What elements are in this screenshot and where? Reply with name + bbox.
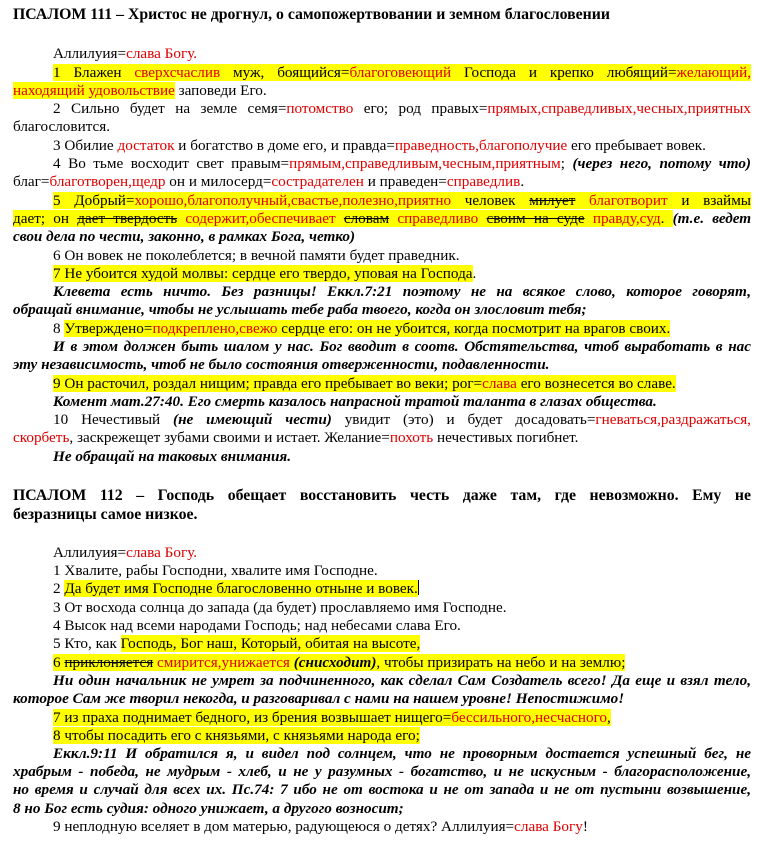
psalm-112-verse-6: 6 приклоняется смирится,унижается (снисходит), чтобы призирать на небо и на землю; xyxy=(53,654,626,671)
psalm-111-verse-6: 6 Он вовек не поколеблется; в вечной памяти будет праведник. xyxy=(53,247,460,264)
psalm-112-verse-5: 5 Кто, как Господь, Бог наш, Который, обитая на высоте, xyxy=(53,635,421,652)
psalm-111-verse-1: 1 Блажен сверхсчаслив муж, боящийся=благоговеющий Господа и крепко любящий=желающий, xyxy=(53,64,751,81)
psalm-111-comment-1-cont: обращай внимание, чтобы не услышать тебе раба твоего, когда он злословит тебя; xyxy=(13,301,587,318)
psalm-111-title: ПСАЛОМ 111 – Христос не дрогнул, о самопожертвовании и земном благословении xyxy=(13,6,610,23)
psalm-112-verse-3: 3 От восхода солнца до запада (да будет) прославляемо имя Господне. xyxy=(53,599,507,616)
psalm-112-verse-8: 8 чтобы посадить его с князьями, с князьями народа его; xyxy=(53,727,420,744)
psalm-111-verse-2: 2 Сильно будет на земле семя=потомство его; род правых=прямых,справедливых,чесных,приятных xyxy=(53,100,751,117)
psalm-111-verse-2-cont: благословится. xyxy=(13,118,111,135)
psalm-111-comment-1: Клевета есть ничто. Без разницы! Еккл.7:21 поэтому не на всякое слово, которое говорят, xyxy=(53,283,751,300)
text-cursor xyxy=(418,580,419,595)
psalm-112-title-cont: безразницы самое низкое. xyxy=(13,506,198,523)
psalm-111-verse-5: 5 Добрый=хорошо,благополучный,свастье,полезно,приятно человек милует благотворит и взаймы xyxy=(53,192,752,209)
psalm-111-verse-4: 4 Во тьме восходит свет правым=прямым,справедливым,чесным,приятным; (через него, потому что) xyxy=(53,155,751,172)
psalm-112-comment-2-cont-1: храбрым - победа, не мудрым - хлеб, и не у разумных - богатство, и не искусным - благорасположение, xyxy=(13,763,751,780)
psalm-111-verse-7: 7 Не убоится худой молвы: сердце его твердо, уповая на Господа. xyxy=(53,265,477,282)
psalm-112-verse-9: 9 неплодную вселяет в дом матерью, радующеюся о детях? Аллилуия=слава Богу! xyxy=(53,818,588,835)
psalm-111-comment-2-cont: эту независимость, чтоб не было состояния отверженности, подавленности. xyxy=(13,356,550,373)
psalm-111-verse-4-cont: благ=благотворен,щедр он и милосерд=сострадателен и праведен=справедлив. xyxy=(13,173,525,190)
psalm-112-comment-2: Еккл.9:11 И обратился я, и видел под солнцем, что не проворным достается успешный бег, не xyxy=(53,745,751,762)
psalm-111-verse-5-cont: дает; он дает твердость содержит,обеспечивает словам справедливо своим на суде правду,суд. (т.е. ведет xyxy=(13,210,752,227)
psalm-111-verse-9: 9 Он расточил, роздал нищим; правда его пребывает во веки; рог=слава его вознесется во славе. xyxy=(53,375,676,392)
psalm-111-comment-3: Комент мат.27:40. Его смерть казалось напрасной тратой таланта в глазах общества. xyxy=(53,393,657,410)
psalm-112-comment-1-cont: которое Сам же творил некогда, и разговаривал с нами на нашем уровне! Непостижимо! xyxy=(13,690,625,707)
psalm-111-comment-4: Не обращай на таковых внимания. xyxy=(53,448,292,465)
psalm-112-verse-2: 2 Да будет имя Господне благословенно отныне и вовек. xyxy=(53,580,418,597)
psalm-111-verse-8: 8 Утверждено=подкреплено,свежо сердце его: он не убоится, когда посмотрит на врагов своих. xyxy=(53,320,671,337)
psalm-111-verse-3: 3 Обилие достаток и богатство в доме его, и правда=праведность,благополучие его пребывает вовек. xyxy=(53,137,706,154)
psalm-112-comment-2-cont-3: 8 но Бог есть судия: одного унижает, а другого возносит; xyxy=(13,800,404,817)
psalm-112-verse-7: 7 из праха поднимает бедного, из брения возвышает нищего=бессильного,несчасного, xyxy=(53,709,611,726)
psalm-111-verse-5-note: свои дела по чести, законно, в рамках Бога, четко) xyxy=(13,228,356,245)
psalm-111-intro: Аллилуия=слава Богу. xyxy=(53,45,198,62)
psalm-111-comment-2: И в этом должен быть шалом у нас. Бог вводит в соотв. Обстятельства, чтоб выработать в нас xyxy=(53,338,751,355)
psalm-111-verse-1-cont: находящий удовольствие заповеди Его. xyxy=(13,82,267,99)
psalm-112-title: ПСАЛОМ 112 – Господь обещает восстановить честь даже там, где невозможно. Ему не xyxy=(13,487,751,504)
psalm-111-verse-10-cont: скорбеть, заскрежещет зубами своими и истает. Желание=похоть нечестивых погибнет. xyxy=(13,429,579,446)
psalm-112-comment-1: Ни один начальник не умрет за подчиненного, как сделал Сам Создатель всего! Да еще и взял тело, xyxy=(53,672,751,689)
psalm-112-verse-4: 4 Высок над всеми народами Господь; над небесами слава Его. xyxy=(53,617,461,634)
psalm-112-verse-1: 1 Хвалите, рабы Господни, хвалите имя Господне. xyxy=(53,562,378,579)
psalm-111-verse-10: 10 Нечестивый (не имеющий чести) увидит (это) и будет досадовать=гневаться,раздражаться, xyxy=(53,411,751,428)
psalm-112-comment-2-cont-2: но время и случай для всех их. Пс.74: 7 ибо не от востока и не от запада и не от пустыни возвышение, xyxy=(13,781,751,798)
psalm-112-intro: Аллилуия=слава Богу. xyxy=(53,544,198,561)
